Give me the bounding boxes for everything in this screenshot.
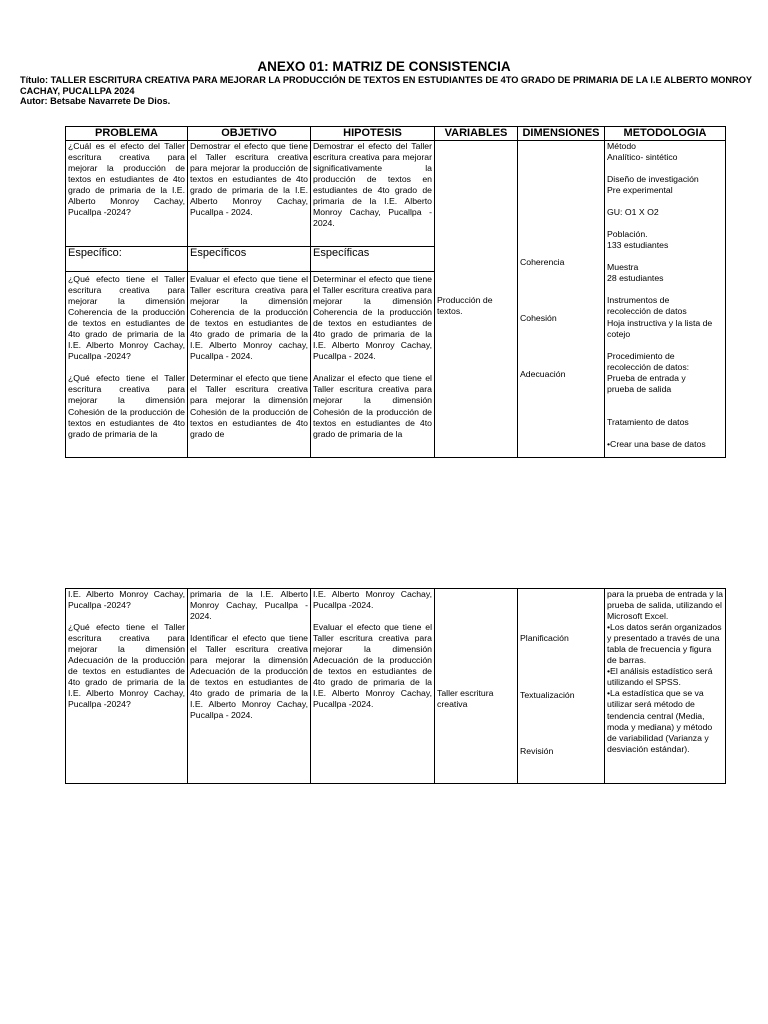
problema-especifico-1: ¿Qué efecto tiene el Taller escritura creativa para mejorar la dimensión Coherencia de la producción de textos en estudiantes de 4to grado de primaria de la I.E. Alberto Monroy Cachay, Pucallpa -2024? (68, 274, 185, 362)
dimensiones-cell (518, 141, 605, 458)
hipotesis-especifico-cell (311, 272, 435, 458)
metodologia-line: Método (607, 141, 636, 151)
objetivo-especifico-cell (188, 272, 311, 458)
objetivo-especifico-2: Determinar el efecto que tiene el Taller escritura creativa para mejorar la dimensión Cohesión de la producción de textos en estudiantes de 4to grado de (190, 373, 308, 439)
header-problema: PROBLEMA (66, 127, 188, 141)
metodologia-line: 28 estudiantes (607, 273, 664, 284)
dimension-item: Coherencia (520, 257, 565, 267)
metodologia-line: Muestra (607, 262, 639, 273)
header-row (66, 127, 726, 141)
metodologia-line: Población. (607, 229, 648, 240)
hipotesis-especifico-1: Determinar el efecto que tiene el Taller escritura creativa para mejorar la dimensión Coherencia de la producción de textos en estudiantes de 4to grado de primaria de la I.E. Alberto Monroy Cachay, Pucallpa - 2024. (313, 274, 432, 362)
autor-line (20, 96, 755, 107)
metodologia-cell (605, 141, 726, 458)
metodologia-line: prueba de salida (607, 383, 672, 394)
general-row (66, 141, 726, 247)
header-metodologia: METODOLOGIA (605, 127, 726, 141)
consistency-matrix-page2 (65, 588, 726, 784)
autor-label: Autor: (20, 96, 48, 107)
document-meta (20, 75, 755, 107)
problema-cont-cell (66, 589, 188, 784)
metodologia-line: Tratamiento de datos (607, 416, 689, 427)
objetivo-general: Demostrar el efecto que tiene el Taller escritura creativa para mejorar la producción de textos en estudiantes de 4to grado de primaria de la I.E. Alberto Monroy Cachay, Pucallpa - 2024. (188, 141, 311, 247)
problema-cont-b: ¿Qué efecto tiene el Taller escritura creativa para mejorar la dimensión Adecuación de la producción de textos en estudiantes de 4to grado de primaria de la I.E. Alberto Monroy Cachay, Pucallpa -2024? (68, 622, 185, 710)
header-variables: VARIABLES (435, 127, 518, 141)
hipotesis-cont-cell (311, 589, 435, 784)
objetivo-cont-b: Identificar el efecto que tiene el Taller escritura creativa para mejorar la dimensión Adecuación de la producción de textos en estudiantes de 4to grado de primaria de la I.E. Alberto Monroy Cachay, Pucallpa - 2024. (190, 633, 308, 721)
metodologia-line: Prueba de entrada y (607, 372, 686, 383)
dimension-item: Revisión (520, 746, 554, 757)
metodologia-line: Pre experimental (607, 185, 673, 196)
metodologia-line: Diseño de investigación (607, 174, 699, 185)
problema-especifico-cell (66, 272, 188, 458)
header-objetivo: OBJETIVO (188, 127, 311, 141)
titulo-text: TALLER ESCRITURA CREATIVA PARA MEJORAR LA PRODUCCIÓN DE TEXTOS EN ESTUDIANTES DE 4TO GRADO DE PRIMARIA DE LA I.E ALBERTO MONROY CACHAY, PUCALLPA 2024 (20, 75, 752, 96)
problema-especifico-2: ¿Qué efecto tiene el Taller escritura creativa para mejorar la dimensión Cohesión de la producción de textos en estudiantes de 4to grado de primaria de la (68, 373, 185, 439)
header-hipotesis: HIPOTESIS (311, 127, 435, 141)
metodologia-line: recolección de datos (607, 306, 687, 317)
document-title: ANEXO 01: MATRIZ DE CONSISTENCIA (257, 59, 511, 74)
metodologia-cont-line: •Los datos serán organizados y presentado a través de una tabla de frecuencia y figura de barras. (607, 622, 722, 666)
metodologia-line: Instrumentos de (607, 295, 670, 306)
metodologia-line: Hoja instructiva y la lista de cotejo (607, 317, 713, 339)
problema-cont-a: I.E. Alberto Monroy Cachay, Pucallpa -2024? (68, 589, 185, 611)
metodologia-cont-line: •La estadística que se va utilizar será método de tendencia central (Media, moda y mediana) y método de variabilidad (Varianza y desviación estándar). (607, 688, 713, 754)
dimension-item: Adecuación (520, 369, 566, 380)
metodologia-cont-cell (605, 589, 726, 784)
metodologia-line: Analítico- sintético (607, 152, 678, 163)
dimension-item: Cohesión (520, 313, 557, 324)
objetivo-cont-cell (188, 589, 311, 784)
header-dimensiones: DIMENSIONES (518, 127, 605, 141)
dimension-item: Planificación (520, 633, 569, 643)
dimension-item: Textualización (520, 690, 575, 701)
continuation-row (66, 589, 726, 784)
titulo-line (20, 75, 755, 96)
metodologia-line: GU: O1 X O2 (607, 207, 659, 218)
problema-especifico-label: Específico: (66, 247, 188, 272)
variable-cell (435, 141, 518, 458)
metodologia-cont-line: para la prueba de entrada y la prueba de salida, utilizando el Microsoft Excel. (607, 589, 723, 622)
hipotesis-especifico-label: Específicas (311, 247, 435, 272)
objetivo-cont-a: primaria de la I.E. Alberto Monroy Cachay, Pucallpa - 2024. (190, 589, 308, 622)
titulo-label: Título: (20, 75, 49, 85)
variable-cont-cell (435, 589, 518, 784)
hipotesis-cont-b: Evaluar el efecto que tiene el Taller escritura creativa para mejorar la dimensión Adecuación de la producción de textos en estudiantes de 4to grado de primaria de la I.E. Alberto Monroy Cachay, Pucallpa -2024. (313, 622, 432, 710)
dimensiones-cont-cell (518, 589, 605, 784)
variable-cont-label: Taller escritura creativa (437, 688, 494, 710)
objetivo-especifico-1: Evaluar el efecto que tiene el Taller escritura creativa para mejorar la dimensión Coherencia de la producción de textos en estudiantes de 4to grado de primaria de la I.E. Alberto Monroy cachay, Pucallpa - 2024. (190, 274, 308, 362)
hipotesis-general: Demostrar el efecto del Taller escritura creativa para mejorar significativamente la producción de textos en estudiantes de 4to grado de primaria de la I.E. Alberto Monroy Cachay, Pucallpa - 2024. (311, 141, 435, 247)
metodologia-line: •Crear una base de datos (607, 438, 706, 449)
metodologia-line: Procedimiento de (607, 350, 675, 361)
metodologia-line: recolección de datos: (607, 361, 690, 372)
hipotesis-cont-a: I.E. Alberto Monroy Cachay, Pucallpa -2024. (313, 589, 432, 611)
metodologia-line: 133 estudiantes (607, 240, 669, 251)
consistency-matrix-page1 (65, 126, 726, 458)
problema-general: ¿Cuál es el efecto del Taller escritura creativa para mejorar la producción de textos en estudiantes de 4to grado de primaria de la I.E. Alberto Monroy Cachay, Pucallpa -2024? (66, 141, 188, 247)
hipotesis-especifico-2: Analizar el efecto que tiene el Taller escritura creativa para mejorar la dimensión Cohesión de la producción de textos en estudiantes de 4to grado de primaria de la (313, 373, 432, 439)
autor-text: Betsabe Navarrete De Dios. (50, 96, 171, 107)
objetivo-especifico-label: Específicos (188, 247, 311, 272)
variable-label: Producción de textos. (437, 294, 493, 316)
metodologia-cont-line: •El análisis estadístico será utilizando el SPSS. (607, 666, 713, 688)
